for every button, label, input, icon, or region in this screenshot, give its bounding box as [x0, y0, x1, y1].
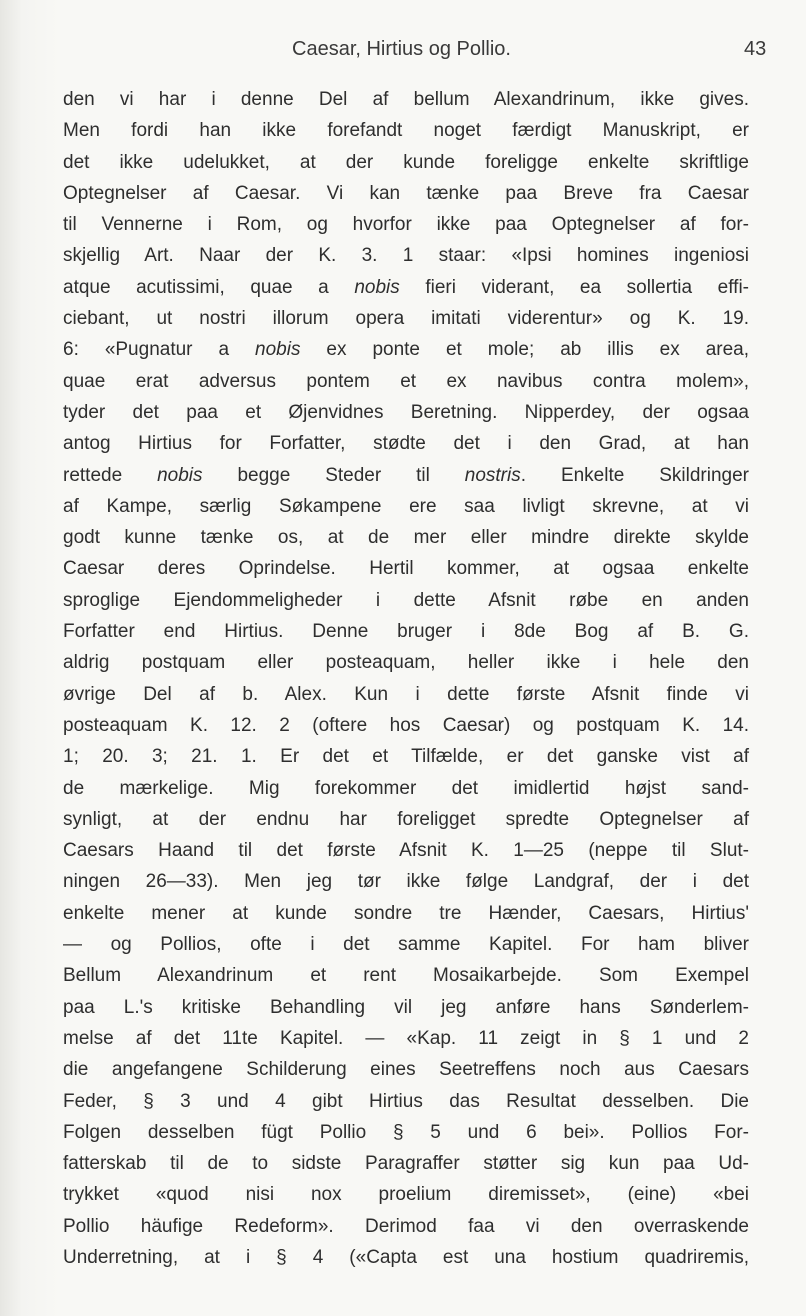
text-line: ningen 26—33). Men jeg tør ikke følge Landgraf, der i det	[63, 871, 749, 893]
text-line: Caesar deres Oprindelse. Hertil kommer, at ogsaa enkelte	[63, 558, 749, 580]
text-line: Caesars Haand til det første Afsnit K. 1—25 (neppe til Slut-	[63, 840, 749, 862]
text-line: 6: «Pugnatur a nobis ex ponte et mole; ab illis ex area,	[63, 339, 750, 361]
text-line: godt kunne tænke os, at de mer eller mindre direkte skylde	[63, 527, 749, 549]
body-text	[63, 84, 749, 1273]
text-line: rettede nobis begge Steder til nostris. Enkelte Skildringer	[63, 464, 750, 486]
text-line: de mærkelige. Mig forekommer det imidlertid højst sand-	[63, 777, 749, 799]
text-line: Underretning, at i § 4 («Capta est una hostium quadriremis,	[63, 1246, 749, 1268]
text-line: den vi har i denne Del af bellum Alexandrinum, ikke gives.	[63, 89, 749, 110]
text-line: Folgen desselben fügt Pollio § 5 und 6 bei». Pollios For-	[63, 1121, 749, 1143]
text-line: Pollio häufige Redeform». Derimod faa vi den overraskende	[63, 1215, 749, 1237]
text-line: til Vennerne i Rom, og hvorfor ikke paa Optegnelser af for-	[63, 214, 749, 236]
text-line: — og Pollios, ofte i det samme Kapitel. For ham bliver	[63, 934, 749, 956]
text-line: quae erat adversus pontem et ex navibus contra molem»,	[63, 370, 749, 392]
text-line: øvrige Del af b. Alex. Kun i dette første Afsnit finde vi	[63, 683, 749, 705]
text-line: 1; 20. 3; 21. 1. Er det et Tilfælde, er det ganske vist af	[63, 746, 749, 768]
text-line: tyder det paa et Øjenvidnes Beretning. Nipperdey, der ogsaa	[63, 401, 749, 423]
text-line: ciebant, ut nostri illorum opera imitati viderentur» og K. 19.	[63, 308, 749, 330]
text-line: skjellig Art. Naar der K. 3. 1 staar: «Ipsi homines ingeniosi	[63, 245, 749, 267]
text-line: die angefangene Schilderung eines Seetreffens noch aus Caesars	[63, 1059, 749, 1081]
text-line: Bellum Alexandrinum et rent Mosaikarbejde. Som Exempel	[63, 965, 749, 987]
text-line: Optegnelser af Caesar. Vi kan tænke paa Breve fra Caesar	[63, 182, 749, 204]
text-line: af Kampe, særlig Søkampene ere saa livligt skrevne, at vi	[63, 495, 749, 517]
text-line: Men fordi han ikke forefandt noget færdigt Manuskript, er	[63, 120, 749, 142]
text-line: melse af det 11te Kapitel. — «Kap. 11 zeigt in § 1 und 2	[63, 1027, 749, 1049]
text-line: sproglige Ejendommeligheder i dette Afsnit røbe en anden	[63, 589, 749, 611]
text-line: Forfatter end Hirtius. Denne bruger i 8de Bog af B. G.	[63, 621, 749, 643]
text-line: trykket «quod nisi nox proelium diremisset», (eine) «bei	[63, 1184, 749, 1206]
text-line: aldrig postquam eller posteaquam, heller ikke i hele den	[63, 652, 749, 674]
text-line: posteaquam K. 12. 2 (oftere hos Caesar) og postquam K. 14.	[63, 714, 749, 736]
text-line: Feder, § 3 und 4 gibt Hirtius das Resultat desselben. Die	[63, 1090, 749, 1112]
text-line: det ikke udelukket, at der kunde foreligge enkelte skriftlige	[63, 151, 749, 173]
text-line: paa L.'s kritiske Behandling vil jeg anføre hans Sønderlem-	[63, 996, 749, 1018]
text-line: antog Hirtius for Forfatter, stødte det i den Grad, at han	[63, 433, 749, 455]
running-head: Caesar, Hirtius og Pollio.	[292, 38, 511, 60]
text-line: synligt, at der endnu har foreligget spredte Optegnelser af	[63, 808, 749, 830]
text-line: fatterskab til de to sidste Paragraffer støtter sig kun paa Ud-	[63, 1153, 749, 1175]
text-line: atque acutissimi, quae a nobis fieri viderant, ea sollertia effi-	[63, 276, 749, 298]
page-number: 43	[744, 38, 767, 60]
page-header	[0, 38, 806, 68]
text-line: enkelte mener at kunde sondre tre Hænder, Caesars, Hirtius'	[63, 902, 749, 924]
